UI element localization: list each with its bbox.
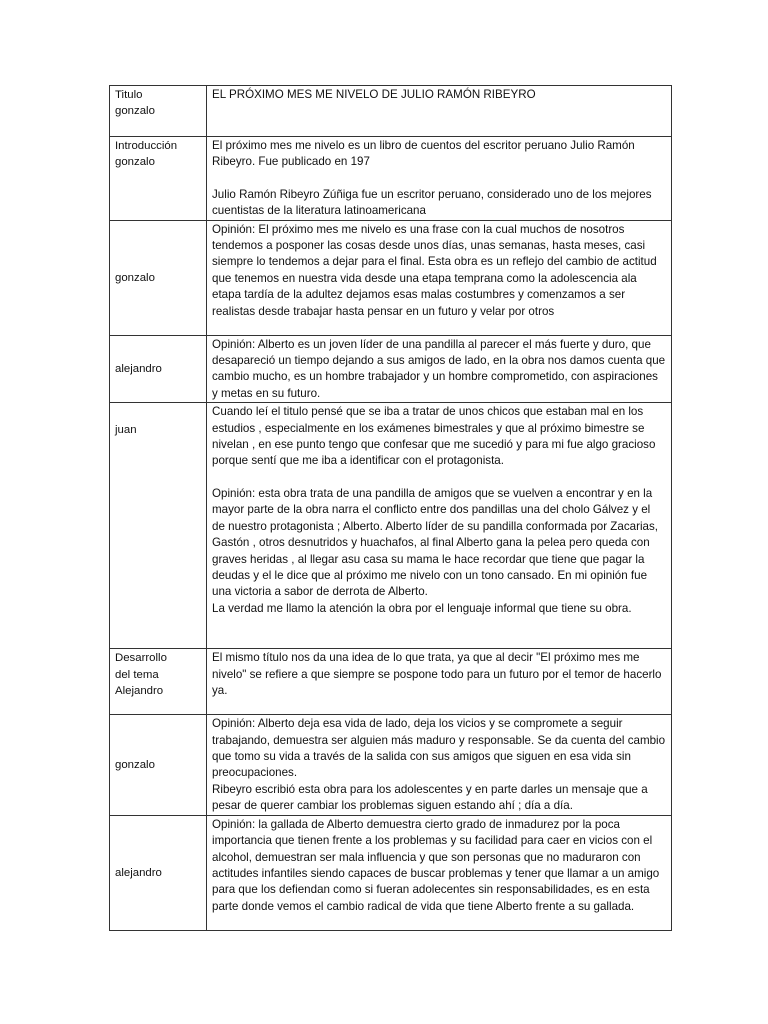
paragraph: Opinión: esta obra trata de una pandilla de amigos que se vuelven a encontrar y en la mayor parte de la obra narra el conflicto entre dos pandillas una del cholo Gálvez y el de nuestro protagonista ; Alberto. Alberto líder de su pandilla conformada por Zacarias, Gastón , otros desnutridos y huachafos, al final Alberto gana la pelea pero queda con graves heridas , al llegar asu casa su mama le hace recordar que tiene que pagar la deudas y el le dice que al próximo me nivelo con un tono cansado. En mi opinión fue una victoria a sabor de derrota de Alberto. La verdad me llamo la atención la obra por el lenguaje informal que tiene su obra.: [212, 486, 658, 615]
document-table: [109, 85, 672, 931]
table-row: [110, 335, 672, 403]
row-content: [207, 403, 672, 649]
document-title: EL PRÓXIMO MES ME NIVELO DE JULIO RAMÓN RIBEYRO: [212, 88, 536, 101]
row-label: alejandro: [110, 335, 207, 403]
table-row: [110, 649, 672, 715]
paragraph: Opinión: Alberto es un joven líder de una pandilla al parecer el más fuerte y duro, que desapareció un tiempo dejando a sus amigos de lado, en la obra nos damos cuenta que cambio mucho, es un hombre trabajador y un hombre comprometido, con aspiraciones y metas en su futuro.: [212, 337, 666, 400]
table-row: [110, 815, 672, 930]
table-row: [110, 137, 672, 221]
row-label: gonzalo: [110, 220, 207, 335]
paragraph: El próximo mes me nivelo es un libro de cuentos del escritor peruano Julio Ramón Ribeyro. Fue publicado en 197: [212, 139, 635, 169]
row-label: alejandro: [110, 815, 207, 930]
row-content: [207, 715, 672, 815]
row-label: juan: [110, 403, 207, 649]
row-content: [207, 815, 672, 930]
table-row: [110, 715, 672, 815]
row-content: [207, 335, 672, 403]
paragraph: Cuando leí el titulo pensé que se iba a tratar de unos chicos que estaban mal en los estudios , especialmente en los exámenes bimestrales y que al próximo bimestre se nivelan , en ese punto tengo que confesar que me sucedió y para mi fue algo gracioso porque sentí que me iba a identificar con el protagonista.: [212, 405, 656, 468]
row-label: Introducción gonzalo: [110, 137, 207, 221]
paragraph: Opinión: El próximo mes me nivelo es una frase con la cual muchos de nosotros tendemos a posponer las cosas desde unos días, unas semanas, hasta meses, casi siempre lo tendemos a dejar para el final. Esta obra es un reflejo del cambio de actitud que tenemos en nuestra vida desde una etapa temprana como la adolescencia ala etapa tardía de la adultez dejamos esas malas costumbres y comenzamos a ser realistas desde trabajar hasta pensar en un futuro y velar por otros: [212, 222, 657, 318]
table-row: [110, 86, 672, 137]
paragraph: Opinión: la gallada de Alberto demuestra cierto grado de inmadurez por la poca importancia que tienen frente a los problemas y su facilidad para caer en vicios con el alcohol, demuestran ser mala influencia y que son personas que no maduraron con actitudes infantiles siendo capaces de buscar problemas y tener que llamar a un amigo para que los defiendan como si fueran adolecentes sin responsabilidades, es en esta parte donde vemos el cambio radical de vida que tiene Alberto frente a su gallada.: [212, 817, 660, 913]
paragraph: Julio Ramón Ribeyro Zúñiga fue un escritor peruano, considerado uno de los mejores cuentistas de la literatura latinoamericana: [212, 187, 652, 218]
row-content: [207, 649, 672, 715]
row-content: [207, 86, 672, 137]
row-label: Titulo gonzalo: [110, 86, 207, 137]
paragraph: El mismo título nos da una idea de lo que trata, ya que al decir "El próximo mes me nivelo" se refiere a que siempre se pospone todo para un futuro por el temor de hacerlo ya.: [212, 651, 662, 698]
table-row: [110, 220, 672, 335]
row-label: Desarrollo del tema Alejandro: [110, 649, 207, 715]
paragraph: Opinión: Alberto deja esa vida de lado, deja los vicios y se compromete a seguir trabajando, demuestra ser alguien más maduro y responsable. Se da cuenta del cambio que tomo su vida a través de la salida con sus amigos que siguen en esa vida sin preocupaciones. Ribeyro escribió esta obra para los adolescentes y en parte darles un mensaje que a pesar de querer cambiar los problemas siguen estando ahí ; día a día.: [212, 717, 666, 813]
table-row: [110, 403, 672, 649]
row-content: [207, 220, 672, 335]
row-label: gonzalo: [110, 715, 207, 815]
row-content: [207, 137, 672, 221]
